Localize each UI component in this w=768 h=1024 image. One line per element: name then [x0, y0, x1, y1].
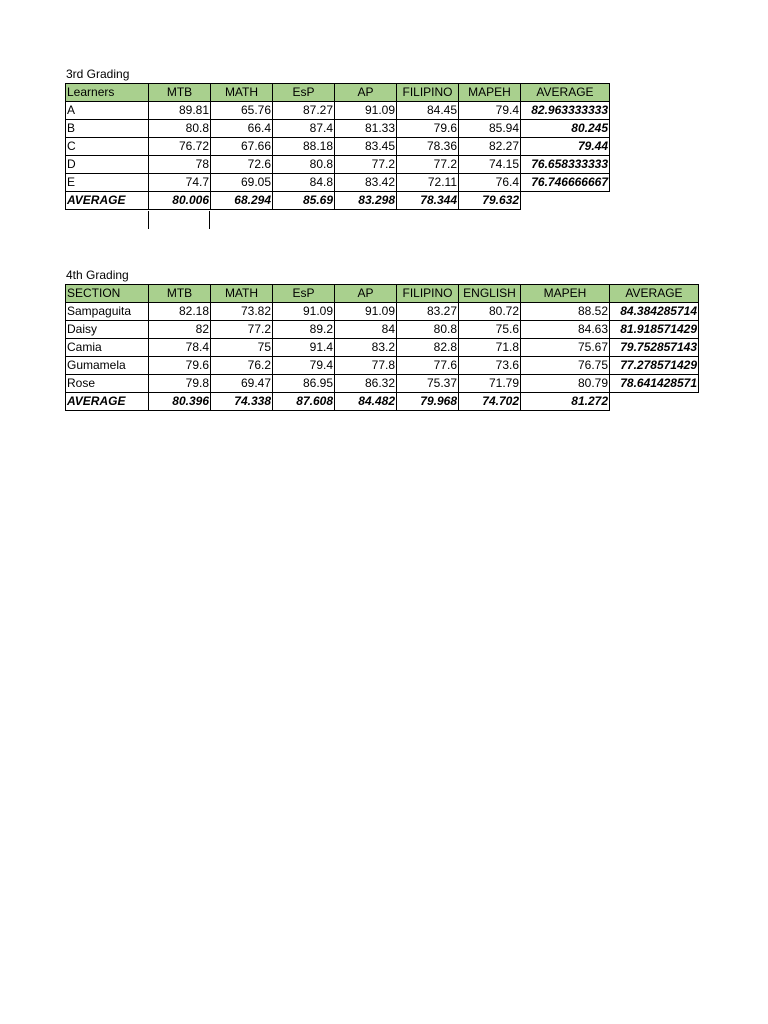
average-label: AVERAGE [66, 192, 149, 210]
score-cell: 85.94 [459, 120, 521, 138]
row-average-cell: 84.384285714 [610, 303, 699, 321]
row-label: Camia [66, 339, 149, 357]
score-cell: 80.8 [149, 120, 211, 138]
grid-line [148, 211, 149, 229]
grading3-header-cell: EsP [273, 84, 335, 102]
score-cell: 71.79 [459, 375, 521, 393]
grading4-title: 4th Grading [66, 268, 129, 282]
score-cell: 74.7 [149, 174, 211, 192]
score-cell: 74.15 [459, 156, 521, 174]
grading4-header-cell: MTB [149, 285, 211, 303]
grading3-title: 3rd Grading [66, 67, 130, 81]
grading3-header-cell: MTB [149, 84, 211, 102]
score-cell: 81.33 [335, 120, 397, 138]
row-label: Gumamela [66, 357, 149, 375]
grading4-header-cell: MAPEH [521, 285, 610, 303]
average-label: AVERAGE [66, 393, 149, 411]
column-average-cell: 79.632 [459, 192, 521, 210]
score-cell: 76.4 [459, 174, 521, 192]
table-row [66, 321, 699, 339]
score-cell: 67.66 [211, 138, 273, 156]
column-average-cell: 84.482 [335, 393, 397, 411]
score-cell: 77.6 [397, 357, 459, 375]
score-cell: 83.45 [335, 138, 397, 156]
score-cell: 82 [149, 321, 211, 339]
score-cell: 84.45 [397, 102, 459, 120]
score-cell: 79.4 [273, 357, 335, 375]
score-cell: 86.95 [273, 375, 335, 393]
score-cell: 75.67 [521, 339, 610, 357]
grading4-table [65, 284, 699, 411]
row-average-cell: 76.746666667 [521, 174, 610, 192]
grading4-header-cell: MATH [211, 285, 273, 303]
row-average-cell: 79.44 [521, 138, 610, 156]
table-row [66, 138, 610, 156]
column-average-cell: 74.702 [459, 393, 521, 411]
grading3-table [65, 83, 610, 210]
table-row [66, 102, 610, 120]
average-row [66, 192, 610, 210]
score-cell: 77.2 [335, 156, 397, 174]
score-cell: 73.82 [211, 303, 273, 321]
score-cell: 83.2 [335, 339, 397, 357]
score-cell: 91.09 [335, 102, 397, 120]
row-average-cell: 78.641428571 [610, 375, 699, 393]
score-cell: 87.27 [273, 102, 335, 120]
score-cell: 84.8 [273, 174, 335, 192]
row-label: Daisy [66, 321, 149, 339]
grading4-header-cell: AVERAGE [610, 285, 699, 303]
row-average-cell: 76.658333333 [521, 156, 610, 174]
score-cell: 76.72 [149, 138, 211, 156]
score-cell: 79.6 [397, 120, 459, 138]
average-row [66, 393, 699, 411]
row-average-cell: 79.752857143 [610, 339, 699, 357]
score-cell: 78.36 [397, 138, 459, 156]
grading3-header-cell: MATH [211, 84, 273, 102]
row-label: Rose [66, 375, 149, 393]
score-cell: 79.8 [149, 375, 211, 393]
score-cell: 77.8 [335, 357, 397, 375]
score-cell: 88.52 [521, 303, 610, 321]
grading4-header-cell: EsP [273, 285, 335, 303]
row-average-cell: 80.245 [521, 120, 610, 138]
score-cell: 82.8 [397, 339, 459, 357]
score-cell: 77.2 [397, 156, 459, 174]
grading4-header-row [66, 285, 699, 303]
score-cell: 75.6 [459, 321, 521, 339]
row-average-cell: 82.963333333 [521, 102, 610, 120]
score-cell: 83.42 [335, 174, 397, 192]
row-label: Sampaguita [66, 303, 149, 321]
grading3-header-cell: AP [335, 84, 397, 102]
empty-cell [521, 192, 610, 210]
score-cell: 78 [149, 156, 211, 174]
score-cell: 77.2 [211, 321, 273, 339]
grading4-header-cell: SECTION [66, 285, 149, 303]
row-label: A [66, 102, 149, 120]
score-cell: 71.8 [459, 339, 521, 357]
score-cell: 79.4 [459, 102, 521, 120]
column-average-cell: 81.272 [521, 393, 610, 411]
score-cell: 78.4 [149, 339, 211, 357]
row-label: C [66, 138, 149, 156]
score-cell: 80.8 [397, 321, 459, 339]
score-cell: 89.2 [273, 321, 335, 339]
score-cell: 75 [211, 339, 273, 357]
grading3-header-cell: MAPEH [459, 84, 521, 102]
row-label: B [66, 120, 149, 138]
score-cell: 91.09 [273, 303, 335, 321]
score-cell: 84.63 [521, 321, 610, 339]
table-row [66, 357, 699, 375]
grading4-header-cell: AP [335, 285, 397, 303]
score-cell: 80.8 [273, 156, 335, 174]
table-row [66, 120, 610, 138]
score-cell: 82.27 [459, 138, 521, 156]
grid-line [209, 211, 210, 229]
score-cell: 82.18 [149, 303, 211, 321]
column-average-cell: 85.69 [273, 192, 335, 210]
table-row [66, 156, 610, 174]
score-cell: 66.4 [211, 120, 273, 138]
row-average-cell: 81.918571429 [610, 321, 699, 339]
score-cell: 75.37 [397, 375, 459, 393]
table-row [66, 375, 699, 393]
column-average-cell: 79.968 [397, 393, 459, 411]
grading4-header-cell: ENGLISH [459, 285, 521, 303]
grading3-header-cell: Learners [66, 84, 149, 102]
column-average-cell: 68.294 [211, 192, 273, 210]
score-cell: 87.4 [273, 120, 335, 138]
score-cell: 69.47 [211, 375, 273, 393]
row-average-cell: 77.278571429 [610, 357, 699, 375]
score-cell: 76.75 [521, 357, 610, 375]
score-cell: 80.72 [459, 303, 521, 321]
grading3-header-cell: AVERAGE [521, 84, 610, 102]
column-average-cell: 83.298 [335, 192, 397, 210]
column-average-cell: 74.338 [211, 393, 273, 411]
score-cell: 86.32 [335, 375, 397, 393]
score-cell: 88.18 [273, 138, 335, 156]
score-cell: 83.27 [397, 303, 459, 321]
column-average-cell: 78.344 [397, 192, 459, 210]
table-row [66, 339, 699, 357]
grading3-header-cell: FILIPINO [397, 84, 459, 102]
score-cell: 73.6 [459, 357, 521, 375]
empty-cell [610, 393, 699, 411]
table-row [66, 303, 699, 321]
grading3-header-row [66, 84, 610, 102]
score-cell: 72.11 [397, 174, 459, 192]
score-cell: 72.6 [211, 156, 273, 174]
score-cell: 69.05 [211, 174, 273, 192]
score-cell: 80.79 [521, 375, 610, 393]
score-cell: 84 [335, 321, 397, 339]
score-cell: 79.6 [149, 357, 211, 375]
score-cell: 65.76 [211, 102, 273, 120]
score-cell: 89.81 [149, 102, 211, 120]
score-cell: 91.09 [335, 303, 397, 321]
score-cell: 76.2 [211, 357, 273, 375]
column-average-cell: 80.396 [149, 393, 211, 411]
row-label: D [66, 156, 149, 174]
grading4-header-cell: FILIPINO [397, 285, 459, 303]
table-row [66, 174, 610, 192]
column-average-cell: 87.608 [273, 393, 335, 411]
score-cell: 91.4 [273, 339, 335, 357]
column-average-cell: 80.006 [149, 192, 211, 210]
row-label: E [66, 174, 149, 192]
